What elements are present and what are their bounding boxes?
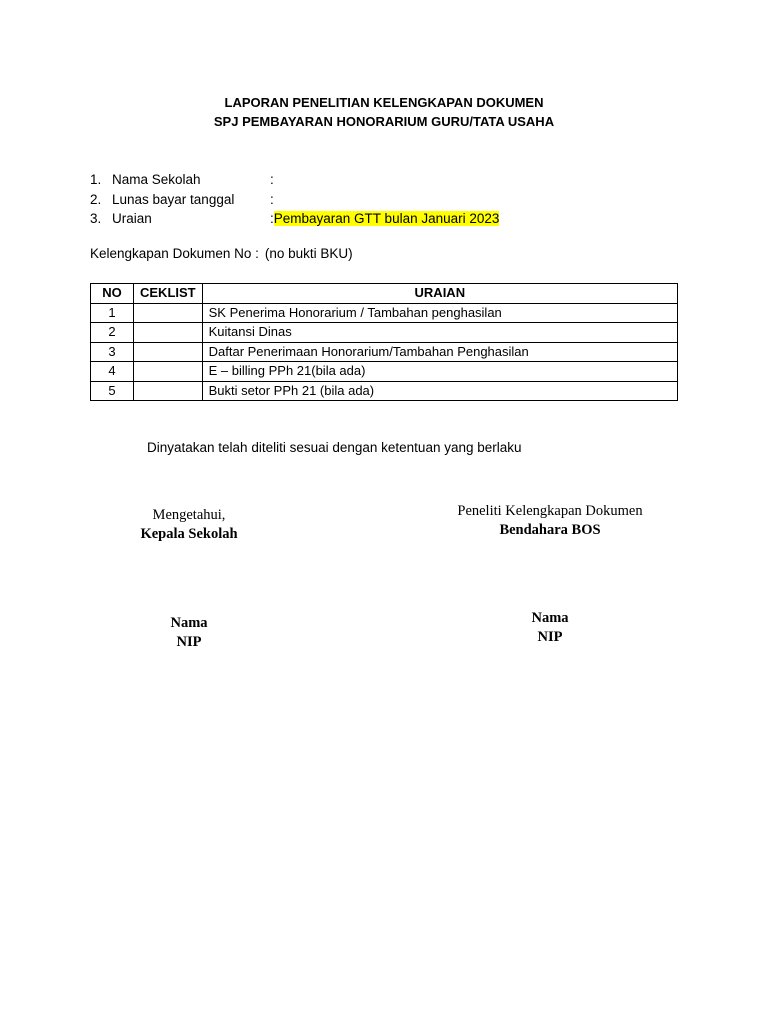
field-value-uraian: Pembayaran GTT bulan Januari 2023 <box>273 211 500 226</box>
cell-ceklist[interactable] <box>134 342 203 362</box>
signature-right-role: Bendahara BOS <box>499 522 601 538</box>
cell-uraian: Daftar Penerimaan Honorarium/Tambahan Penghasilan <box>202 342 677 362</box>
cell-uraian: SK Penerima Honorarium / Tambahan penghasilan <box>202 303 677 323</box>
header-uraian: URAIAN <box>202 284 677 304</box>
signature-left-line1: Mengetahui, <box>152 507 226 523</box>
field-number: 1. <box>90 172 102 187</box>
cell-ceklist[interactable] <box>134 303 203 323</box>
signature-block-right <box>430 502 670 540</box>
cell-no: 4 <box>91 362 134 382</box>
cell-no: 3 <box>91 342 134 362</box>
cell-uraian: Kuitansi Dinas <box>202 323 677 343</box>
header-ceklist: CEKLIST <box>134 284 203 304</box>
cell-ceklist[interactable] <box>134 381 203 401</box>
kelengkapan-label: Kelengkapan Dokumen No : <box>90 246 259 261</box>
signer-right-name: Nama <box>531 610 569 626</box>
cell-uraian: E – billing PPh 21(bila ada) <box>202 362 677 382</box>
signer-name-block-right <box>470 609 630 647</box>
kelengkapan-value: (no bukti BKU) <box>264 246 353 261</box>
field-colon: : <box>270 211 274 226</box>
cell-no: 2 <box>91 323 134 343</box>
signature-left-role: Kepala Sekolah <box>140 526 238 542</box>
document-checklist-table <box>90 283 678 401</box>
signer-left-name: Nama <box>170 615 208 631</box>
field-colon: : <box>270 172 274 187</box>
header-no: NO <box>91 284 134 304</box>
verification-statement: Dinyatakan telah diteliti sesuai dengan ketentuan yang berlaku <box>147 440 522 455</box>
field-label: Nama Sekolah <box>112 172 201 187</box>
cell-ceklist[interactable] <box>134 362 203 382</box>
table-row <box>91 381 678 401</box>
table-row <box>91 323 678 343</box>
table-row <box>91 342 678 362</box>
table-row <box>91 303 678 323</box>
field-number: 2. <box>90 191 102 207</box>
field-colon: : <box>270 191 274 207</box>
signer-right-nip: NIP <box>537 629 563 645</box>
signer-name-block-left <box>109 614 269 652</box>
cell-ceklist[interactable] <box>134 323 203 343</box>
table-row <box>91 362 678 382</box>
field-list <box>90 170 499 229</box>
document-title-line2: SPJ PEMBAYARAN HONORARIUM GURU/TATA USAHA <box>213 114 555 129</box>
signer-left-nip: NIP <box>176 634 202 650</box>
field-number: 3. <box>90 211 102 226</box>
field-label: Lunas bayar tanggal <box>112 191 235 207</box>
field-uraian <box>90 209 499 229</box>
field-lunas-bayar-tanggal <box>90 190 499 210</box>
signature-block-left <box>109 506 269 544</box>
cell-no: 1 <box>91 303 134 323</box>
table-header-row <box>91 284 678 304</box>
field-nama-sekolah <box>90 170 499 190</box>
cell-uraian: Bukti setor PPh 21 (bila ada) <box>202 381 677 401</box>
cell-no: 5 <box>91 381 134 401</box>
document-title-line1: LAPORAN PENELITIAN KELENGKAPAN DOKUMEN <box>224 95 544 110</box>
signature-right-line1: Peneliti Kelengkapan Dokumen <box>457 503 643 519</box>
field-label: Uraian <box>112 211 152 226</box>
kelengkapan-dokumen-line <box>90 246 353 261</box>
